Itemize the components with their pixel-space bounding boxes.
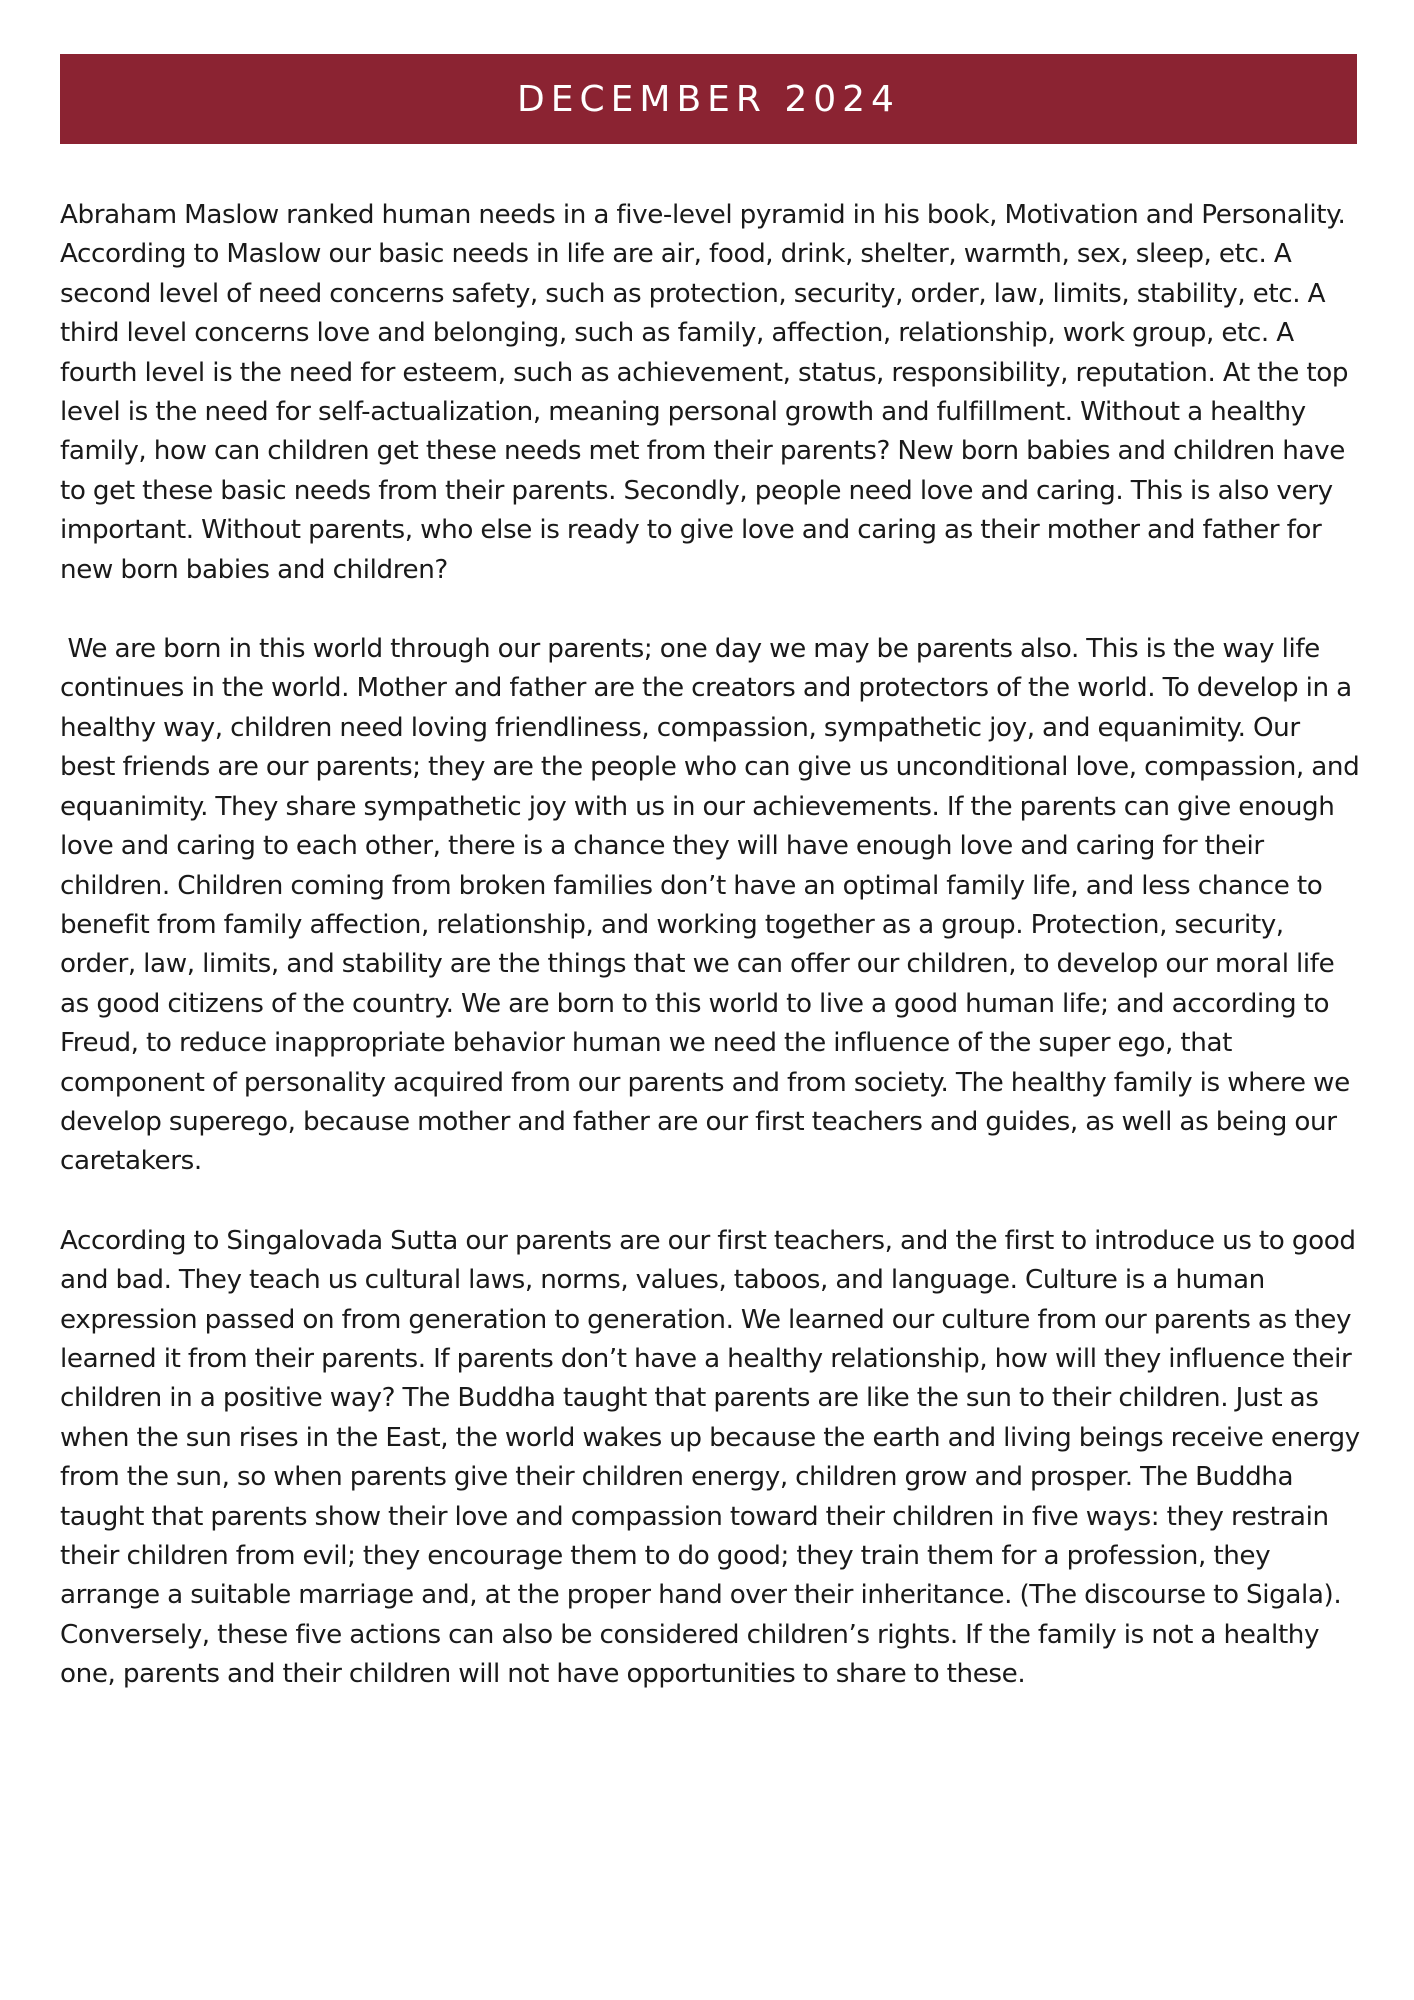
article-body bbox=[60, 196, 1368, 1735]
paragraph-maslow: Abraham Maslow ranked human needs in a five-level pyramid in his book, Motivation and Personality. According to Maslow our basic needs in life are air, food, drink, shelter, warmth, sex, sleep, etc. A second level of need concerns safety, such as protection, security, order, law, limits, stability, etc. A third level concerns love and belonging, such as family, affection, relationship, work group, etc. A fourth level is the need for esteem, such as achievement, status, responsibility, reputation. At the top level is the need for self-actualization, meaning personal growth and fulfillment. Without a healthy family, how can children get these needs met from their parents? New born babies and children have to get these basic needs from their parents. Secondly, people need love and caring. This is also very important. Without parents, who else is ready to give love and caring as their mother and father for new born babies and children? bbox=[60, 200, 1356, 585]
page-title: DECEMBER 2024 bbox=[517, 78, 900, 120]
paragraph-parents: We are born in this world through our parents; one day we may be parents also. This is the way life continues in the world. Mother and father are the creators and protectors of the world. To develop in a healthy way, children need loving friendliness, compassion, sympathetic joy, and equanimity. Our best friends are our parents; they are the people who can give us unconditional love, compassion, and equanimity. They share sympathetic joy with us in our achievements. If the parents can give enough love and caring to each other, there is a chance they will have enough love and caring for their children. Children coming from broken families don’t have an optimal family life, and less chance to benefit from family affection, relationship, and working together as a group. Protection, security, order, law, limits, and stability are the things that we can offer our children, to develop our moral life as good citizens of the country. We are born to this world to live a good human life; and according to Freud, to reduce inappropriate behavior human we need the influence of the super ego, that component of personality acquired from our parents and from society. The healthy family is where we develop superego, because mother and father are our first teachers and guides, as well as being our caretakers. bbox=[60, 634, 1367, 1177]
paragraph-singalovada: According to Singalovada Sutta our parents are our first teachers, and the first to introduce us to good and bad. They teach us cultural laws, norms, values, taboos, and language. Culture is a human expression passed on from generation to generation. We learned our culture from our parents as they learned it from their parents. If parents don’t have a healthy relationship, how will they influence their children in a positive way? The Buddha taught that parents are like the sun to their children. Just as when the sun rises in the East, the world wakes up because the earth and living beings receive energy from the sun, so when parents give their children energy, children grow and prosper. The Buddha taught that parents show their love and compassion toward their children in five ways: they restrain their children from evil; they encourage them to do good; they train them for a profession, they arrange a suitable marriage and, at the proper hand over their inheritance. (The discourse to Sigala). Conversely, these five actions can also be considered children’s rights. If the family is not a healthy one, parents and their children will not have opportunities to share to these. bbox=[60, 1225, 1368, 1690]
header-banner bbox=[60, 54, 1357, 144]
